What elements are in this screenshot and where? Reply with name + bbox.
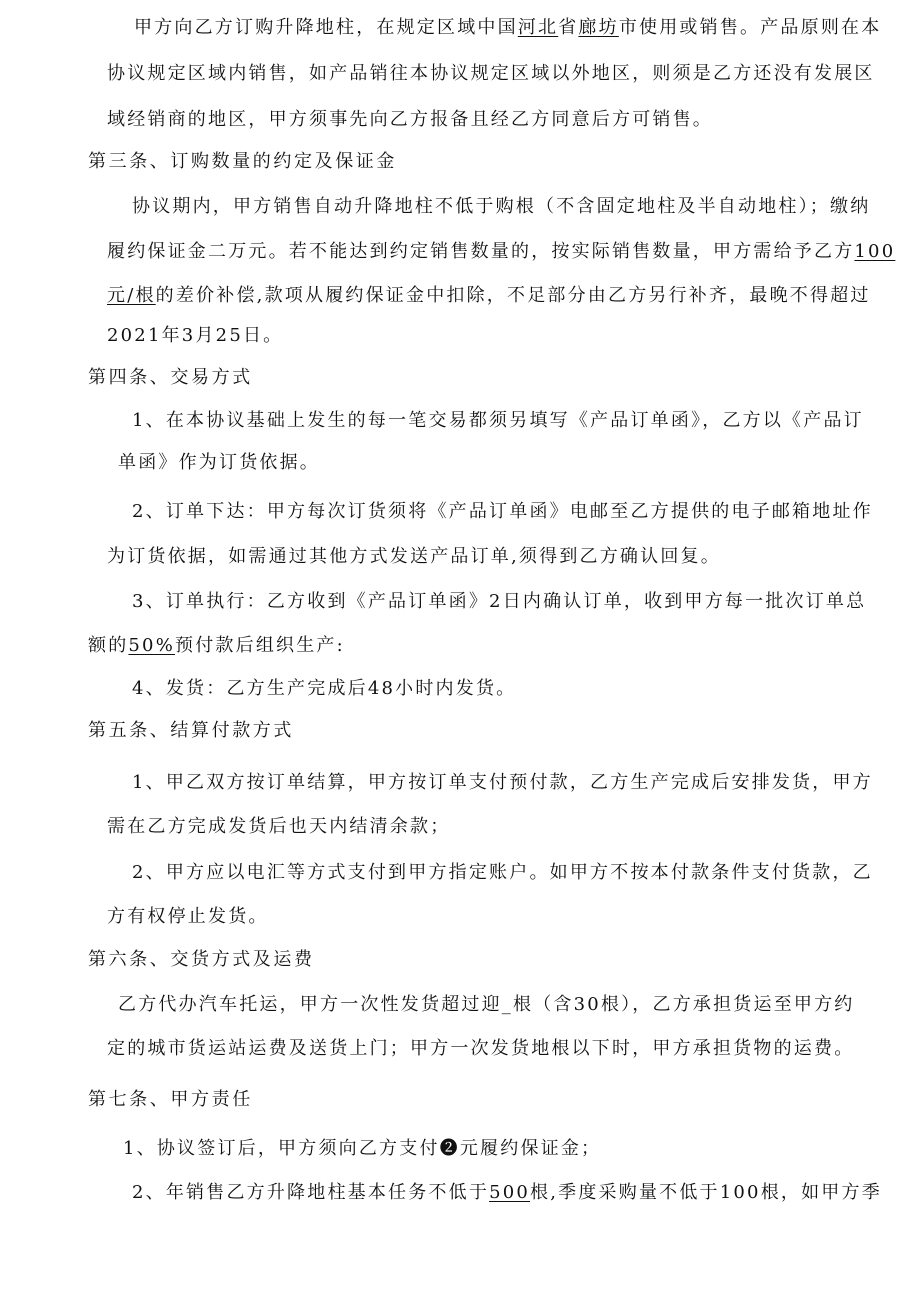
article-4-item-2-line-1: 2、订单下达：甲方每次订货须将《产品订单函》电邮至乙方提供的电子邮箱地址作 — [132, 501, 873, 522]
article-4-heading: 第四条、交易方式 — [88, 367, 253, 388]
province-underlined: 河北 — [517, 17, 559, 38]
text-segment: 省 — [558, 17, 579, 38]
text-segment: 元履约保证金； — [459, 1138, 602, 1159]
article-4-item-3-line-2 — [88, 634, 345, 658]
article-5-item-1-line-2: 需在乙方完成发货后也天内结清余款； — [107, 816, 451, 837]
article-6-line-1: 乙方代办汽车托运，甲方一次性发货超过迎_根（含30根），乙方承担货运至甲方约 — [118, 994, 855, 1015]
circled-number-glyph: ❷ — [439, 1138, 460, 1159]
article-3-line-3 — [107, 284, 871, 308]
article-5-heading: 第五条、结算付款方式 — [88, 720, 294, 741]
article-5-item-2-line-1: 2、甲方应以电汇等方式支付到甲方指定账户。如甲方不按本付款条件支付货款，乙 — [132, 862, 873, 883]
article-7-item-2 — [132, 1181, 882, 1205]
text-segment: 2、年销售乙方升降地柱基本任务不低于 — [132, 1182, 490, 1203]
text-segment: 预付款后组织生产: — [175, 635, 345, 656]
intro-line-1 — [134, 16, 881, 40]
article-6-line-2: 定的城市货运站运费及送货上门；甲方一次发货地根以下时，甲方承担货物的运费。 — [107, 1038, 855, 1059]
article-4-item-1-line-1: 1、在本协议基础上发生的每一笔交易都须另填写《产品订单函》，乙方以《产品订 — [132, 410, 864, 431]
article-4-item-3-line-1: 3、订单执行：乙方收到《产品订单函》2日内确认订单，收到甲方每一批次订单总 — [132, 591, 867, 612]
text-segment: 额的 — [88, 635, 129, 656]
text-segment: 甲方向乙方订购升降地柱，在规定区域中国 — [134, 17, 518, 38]
article-3-heading: 第三条、订购数量的约定及保证金 — [88, 151, 397, 172]
article-3-line-2 — [107, 240, 895, 264]
article-6-heading: 第六条、交货方式及运费 — [88, 949, 315, 970]
article-7-item-1 — [123, 1137, 601, 1161]
intro-line-3: 域经销商的地区，甲方须事先向乙方报备且经乙方同意后方可销售。 — [107, 109, 713, 130]
quota-underlined: 500 — [489, 1182, 531, 1203]
article-4-item-2-line-2: 为订货依据，如需通过其他方式发送产品订单,须得到乙方确认回复。 — [107, 546, 721, 567]
article-5-item-1-line-1: 1、甲乙双方按订单结算，甲方按订单支付预付款，乙方生产完成后安排发货，甲方 — [132, 772, 873, 793]
intro-line-2: 协议规定区域内销售，如产品销往本协议规定区域以外地区，则须是乙方还没有发展区 — [107, 63, 875, 84]
article-3-line-4: 2021年3月25日。 — [107, 325, 284, 346]
text-segment: 的差价补偿,款项从履约保证金中扣除，不足部分由乙方另行补齐，最晚不得超过 — [155, 285, 871, 306]
percent-underlined: 50% — [128, 635, 176, 656]
amount-underlined: 100 — [854, 241, 896, 262]
article-3-line-1: 协议期内，甲方销售自动升降地柱不低于购根（不含固定地柱及半自动地柱）；缴纳 — [132, 196, 871, 217]
unit-underlined: 元/根 — [107, 285, 156, 306]
article-4-item-4: 4、发货：乙方生产完成后48小时内发货。 — [132, 678, 517, 699]
article-7-heading: 第七条、甲方责任 — [88, 1089, 253, 1110]
text-segment: 1、协议签订后，甲方须向乙方支付 — [123, 1138, 440, 1159]
text-segment: 市使用或销售。产品原则在本 — [618, 17, 882, 38]
city-underlined: 廊坊 — [578, 17, 619, 38]
text-segment: 根,季度采购量不低于100根，如甲方季 — [530, 1182, 882, 1203]
text-segment: 履约保证金二万元。若不能达到约定销售数量的，按实际销售数量，甲方需给予乙方 — [107, 241, 855, 262]
article-5-item-2-line-2: 方有权停止发货。 — [107, 906, 269, 927]
article-4-item-1-line-2: 单函》作为订货依据。 — [118, 452, 320, 473]
